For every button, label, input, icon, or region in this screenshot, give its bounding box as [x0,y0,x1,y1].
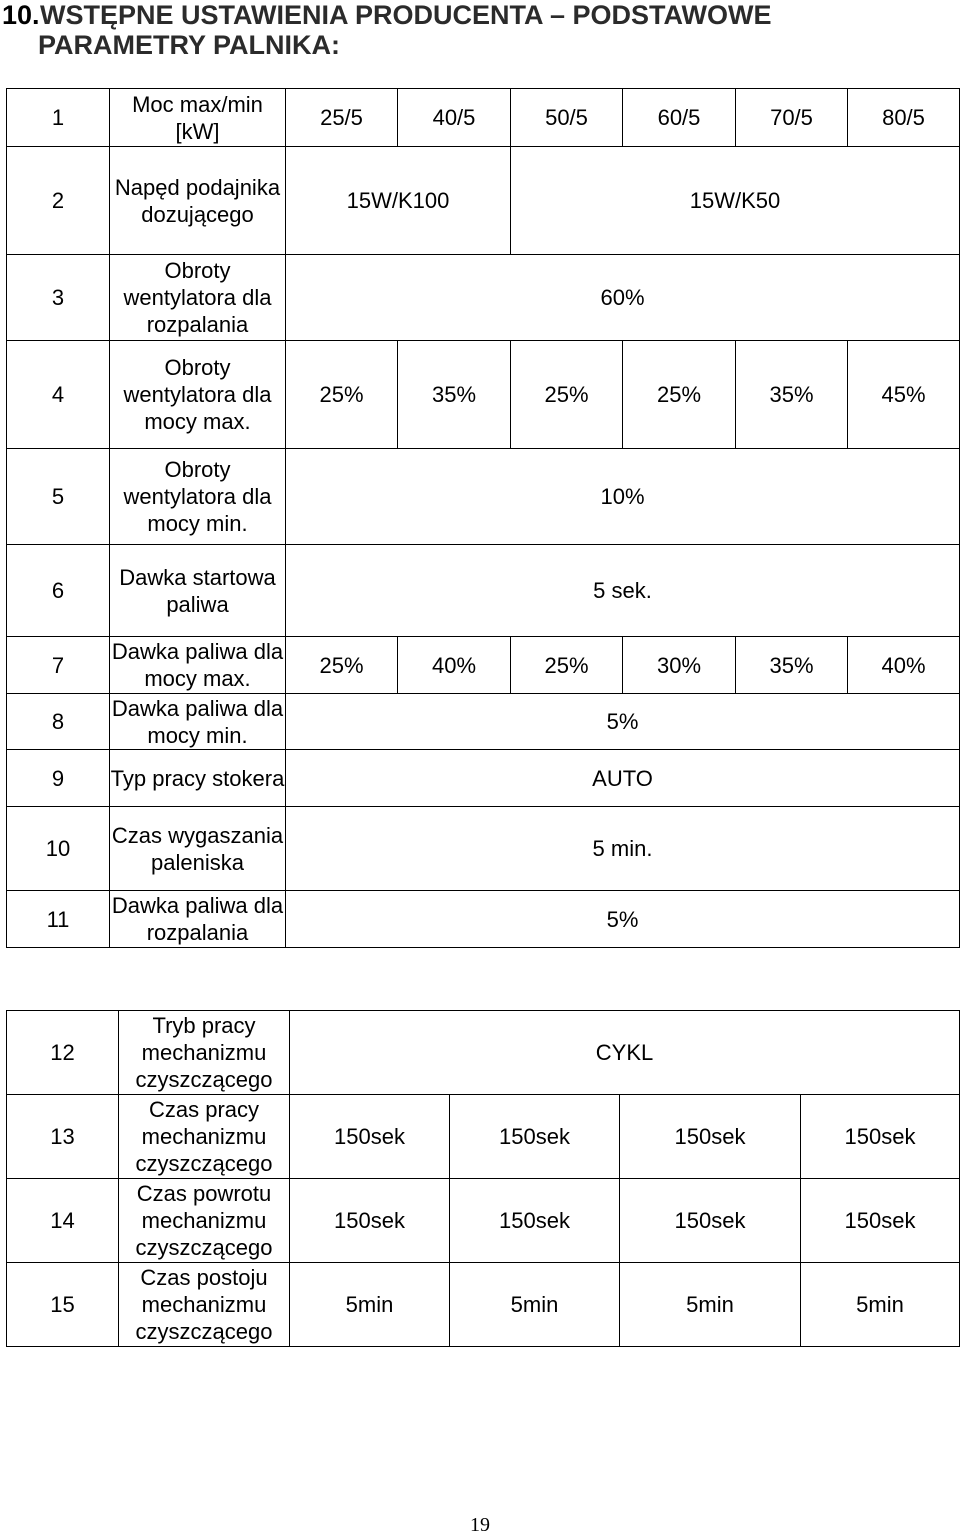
table-row [7,545,960,637]
row-number: 9 [7,750,110,807]
value-cell: 60% [286,255,960,341]
value-cell: 25% [286,637,398,694]
section-title-line2: PARAMETRY PALNIKA: [38,30,340,60]
row-number: 6 [7,545,110,637]
value-cell: 150sek [290,1095,450,1179]
value-cell: 40/5 [398,89,511,147]
row-label: Obroty wentylatora dla mocy max. [110,341,286,449]
table-row [7,694,960,750]
table-row [7,637,960,694]
table-row [7,1179,960,1263]
row-number: 14 [7,1179,119,1263]
value-cell: 150sek [450,1095,620,1179]
row-label: Obroty wentylatora dla rozpalania [110,255,286,341]
value-cell: 80/5 [848,89,960,147]
value-cell: 35% [736,637,848,694]
value-cell: 150sek [620,1095,801,1179]
value-cell: 5% [286,694,960,750]
value-cell: 25% [511,637,623,694]
value-cell: 40% [848,637,960,694]
value-cell: CYKL [290,1011,960,1095]
value-cell: 40% [398,637,511,694]
table-row [7,1263,960,1347]
value-cell: 70/5 [736,89,848,147]
table-row [7,341,960,449]
section-title-line1: WSTĘPNE USTAWIENIA PRODUCENTA – PODSTAWOWE [40,0,772,30]
row-label: Moc max/min [kW] [110,89,286,147]
row-number: 15 [7,1263,119,1347]
table-row [7,449,960,545]
row-number: 5 [7,449,110,545]
value-cell: 35% [736,341,848,449]
table-row [7,147,960,255]
row-label: Napęd podajnika dozującego [110,147,286,255]
value-cell: 150sek [801,1179,960,1263]
row-label: Czas wygaszania paleniska [110,807,286,891]
value-cell: 30% [623,637,736,694]
table-row [7,807,960,891]
row-number: 8 [7,694,110,750]
table-row [7,1011,960,1095]
value-cell: 5min [620,1263,801,1347]
row-number: 7 [7,637,110,694]
value-cell: 10% [286,449,960,545]
row-number: 13 [7,1095,119,1179]
row-label: Dawka paliwa dla rozpalania [110,891,286,948]
value-cell: 150sek [801,1095,960,1179]
value-cell: 5min [801,1263,960,1347]
value-cell: 5% [286,891,960,948]
row-label: Dawka paliwa dla mocy min. [110,694,286,750]
row-label: Tryb pracy mechanizmu czyszczącego [119,1011,290,1095]
value-cell: 150sek [620,1179,801,1263]
value-cell: 15W/K100 [286,147,511,255]
row-label: Czas powrotu mechanizmu czyszczącego [119,1179,290,1263]
value-cell: 150sek [450,1179,620,1263]
value-cell: 5 sek. [286,545,960,637]
cleaning-mechanism-table [6,1010,960,1347]
value-cell: AUTO [286,750,960,807]
row-label: Typ pracy stokera [110,750,286,807]
table-row [7,891,960,948]
row-number: 1 [7,89,110,147]
row-number: 10 [7,807,110,891]
row-label: Czas pracy mechanizmu czyszczącego [119,1095,290,1179]
table-row [7,255,960,341]
burner-parameters-table [6,88,960,948]
row-label: Czas postoju mechanizmu czyszczącego [119,1263,290,1347]
value-cell: 25% [511,341,623,449]
table-row [7,750,960,807]
row-number: 3 [7,255,110,341]
value-cell: 50/5 [511,89,623,147]
value-cell: 60/5 [623,89,736,147]
value-cell: 35% [398,341,511,449]
row-label: Dawka startowa paliwa [110,545,286,637]
value-cell: 5min [450,1263,620,1347]
row-number: 2 [7,147,110,255]
value-cell: 5min [290,1263,450,1347]
table-row [7,1095,960,1179]
value-cell: 25/5 [286,89,398,147]
row-label: Dawka paliwa dla mocy max. [110,637,286,694]
value-cell: 15W/K50 [511,147,960,255]
value-cell: 5 min. [286,807,960,891]
row-number: 11 [7,891,110,948]
table-row [7,89,960,147]
row-number: 12 [7,1011,119,1095]
value-cell: 25% [623,341,736,449]
value-cell: 45% [848,341,960,449]
section-number: 10. [2,0,40,30]
row-number: 4 [7,341,110,449]
row-label: Obroty wentylatora dla mocy min. [110,449,286,545]
value-cell: 150sek [290,1179,450,1263]
value-cell: 25% [286,341,398,449]
section-heading [0,0,960,60]
page-number: 19 [470,1514,490,1536]
